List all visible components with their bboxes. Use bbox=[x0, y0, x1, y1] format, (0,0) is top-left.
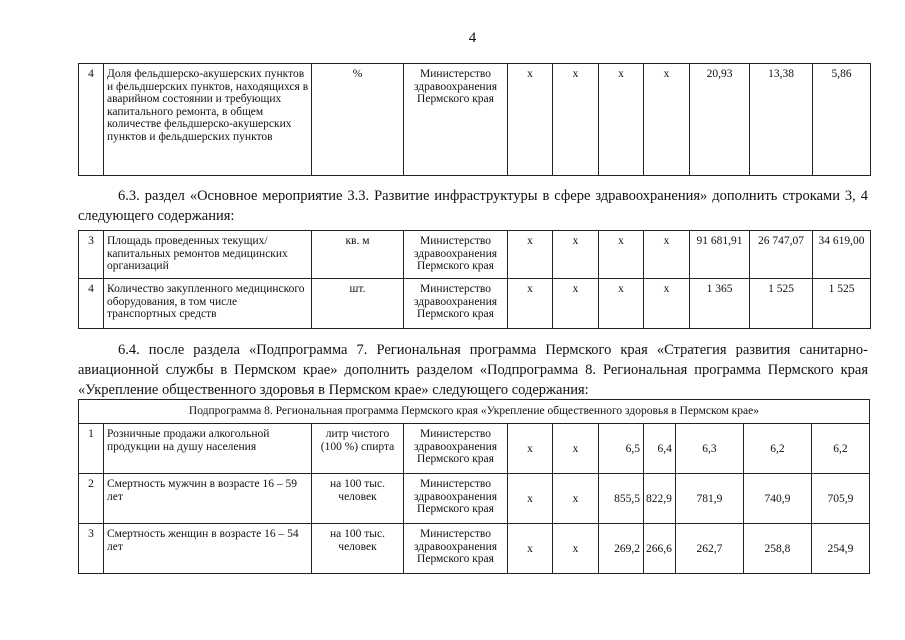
value-cell: 34 619,00 bbox=[813, 231, 871, 279]
value-cell: х bbox=[508, 424, 553, 474]
unit: кв. м bbox=[312, 231, 404, 279]
paragraph-6-3: 6.3. раздел «Основное мероприятие 3.3. Развитие инфраструктуры в сфере здравоохранения» дополнить строками 3, 4 следующего содержания: bbox=[78, 188, 868, 224]
value-cell: х bbox=[553, 279, 599, 329]
row-number: 3 bbox=[79, 231, 104, 279]
value-cell: х bbox=[553, 474, 599, 524]
unit: литр чистого (100 %) спирта bbox=[312, 424, 404, 474]
value-cell: х bbox=[553, 424, 599, 474]
value-cell: 91 681,91 bbox=[690, 231, 750, 279]
value-cell: 6,2 bbox=[811, 424, 869, 474]
paragraph-6-4: 6.4. после раздела «Подпрограмма 7. Региональная программа Пермского края «Стратегия развития санитарно-авиационной службы в Пермском крае» дополнить разделом «Подпрограмма 8. Региональная программа Пермского края «Укрепление общественного здоровья в Пермском крае» следующего содержания: bbox=[78, 342, 868, 398]
value-cell: 269,2 bbox=[599, 524, 644, 574]
indicator-name: Смертность мужчин в возрасте 16 – 59 лет bbox=[104, 474, 312, 524]
indicator-table-3 bbox=[78, 399, 870, 574]
unit: на 100 тыс. человек bbox=[312, 474, 404, 524]
responsible: Министерство здравоохранения Пермского края bbox=[404, 231, 508, 279]
row-number: 1 bbox=[79, 424, 104, 474]
value-cell: 26 747,07 bbox=[750, 231, 813, 279]
value-cell: х bbox=[508, 279, 553, 329]
value-cell: х bbox=[553, 524, 599, 574]
value-cell: 855,5 bbox=[599, 474, 644, 524]
table-row bbox=[79, 231, 871, 279]
indicator-name: Розничные продажи алкогольной продукции на душу населения bbox=[104, 424, 312, 474]
value-cell: х bbox=[644, 231, 690, 279]
value-cell: х bbox=[553, 231, 599, 279]
table-row bbox=[79, 424, 870, 474]
row-number: 4 bbox=[79, 64, 104, 176]
value-cell: х bbox=[508, 231, 553, 279]
value-cell: 20,93 bbox=[690, 64, 750, 176]
value-cell: 1 525 bbox=[813, 279, 871, 329]
value-cell: х bbox=[644, 279, 690, 329]
row-number: 4 bbox=[79, 279, 104, 329]
indicator-table-1 bbox=[78, 63, 871, 176]
value-cell: 6,3 bbox=[675, 424, 743, 474]
value-cell: х bbox=[599, 231, 644, 279]
value-cell: 705,9 bbox=[811, 474, 869, 524]
indicator-table-2 bbox=[78, 230, 871, 329]
responsible: Министерство здравоохранения Пермского края bbox=[404, 424, 508, 474]
indicator-name: Площадь проведенных текущих/капитальных ремонтов медицинских организаций bbox=[104, 231, 312, 279]
table-row bbox=[79, 474, 870, 524]
value-cell: х bbox=[508, 64, 553, 176]
table-title-row bbox=[79, 400, 870, 424]
value-cell: х bbox=[644, 64, 690, 176]
responsible: Министерство здравоохранения Пермского края bbox=[404, 474, 508, 524]
responsible: Министерство здравоохранения Пермского края bbox=[404, 524, 508, 574]
value-cell: 1 525 bbox=[750, 279, 813, 329]
value-cell: 5,86 bbox=[813, 64, 871, 176]
value-cell: 6,4 bbox=[644, 424, 676, 474]
unit: % bbox=[312, 64, 404, 176]
value-cell: 254,9 bbox=[811, 524, 869, 574]
table-row bbox=[79, 279, 871, 329]
value-cell: 258,8 bbox=[743, 524, 811, 574]
value-cell: 266,6 bbox=[644, 524, 676, 574]
indicator-name: Количество закупленного медицинского оборудования, в том числе транспортных средств bbox=[104, 279, 312, 329]
unit: шт. bbox=[312, 279, 404, 329]
subprogram-title: Подпрограмма 8. Региональная программа Пермского края «Укрепление общественного здоровья в Пермском крае» bbox=[79, 400, 870, 424]
value-cell: 740,9 bbox=[743, 474, 811, 524]
table-row bbox=[79, 64, 871, 176]
value-cell: х bbox=[553, 64, 599, 176]
value-cell: 822,9 bbox=[644, 474, 676, 524]
responsible: Министерство здравоохранения Пермского края bbox=[404, 64, 508, 176]
value-cell: 781,9 bbox=[675, 474, 743, 524]
table-row bbox=[79, 524, 870, 574]
value-cell: х bbox=[599, 279, 644, 329]
value-cell: 6,2 bbox=[743, 424, 811, 474]
row-number: 2 bbox=[79, 474, 104, 524]
indicator-name: Смертность женщин в возрасте 16 – 54 лет bbox=[104, 524, 312, 574]
row-number: 3 bbox=[79, 524, 104, 574]
value-cell: х bbox=[508, 524, 553, 574]
unit: на 100 тыс. человек bbox=[312, 524, 404, 574]
value-cell: х bbox=[599, 64, 644, 176]
indicator-name: Доля фельдшерско-акушерских пунктов и фельдшерских пунктов, находящихся в аварийном состоянии и требующих капитального ремонта, в общем количестве фельдшерско-акушерских пунктов и фельдшерских пунктов bbox=[104, 64, 312, 176]
value-cell: 13,38 bbox=[750, 64, 813, 176]
value-cell: 6,5 bbox=[599, 424, 644, 474]
value-cell: х bbox=[508, 474, 553, 524]
responsible: Министерство здравоохранения Пермского края bbox=[404, 279, 508, 329]
value-cell: 1 365 bbox=[690, 279, 750, 329]
page-number: 4 bbox=[468, 30, 477, 46]
value-cell: 262,7 bbox=[675, 524, 743, 574]
